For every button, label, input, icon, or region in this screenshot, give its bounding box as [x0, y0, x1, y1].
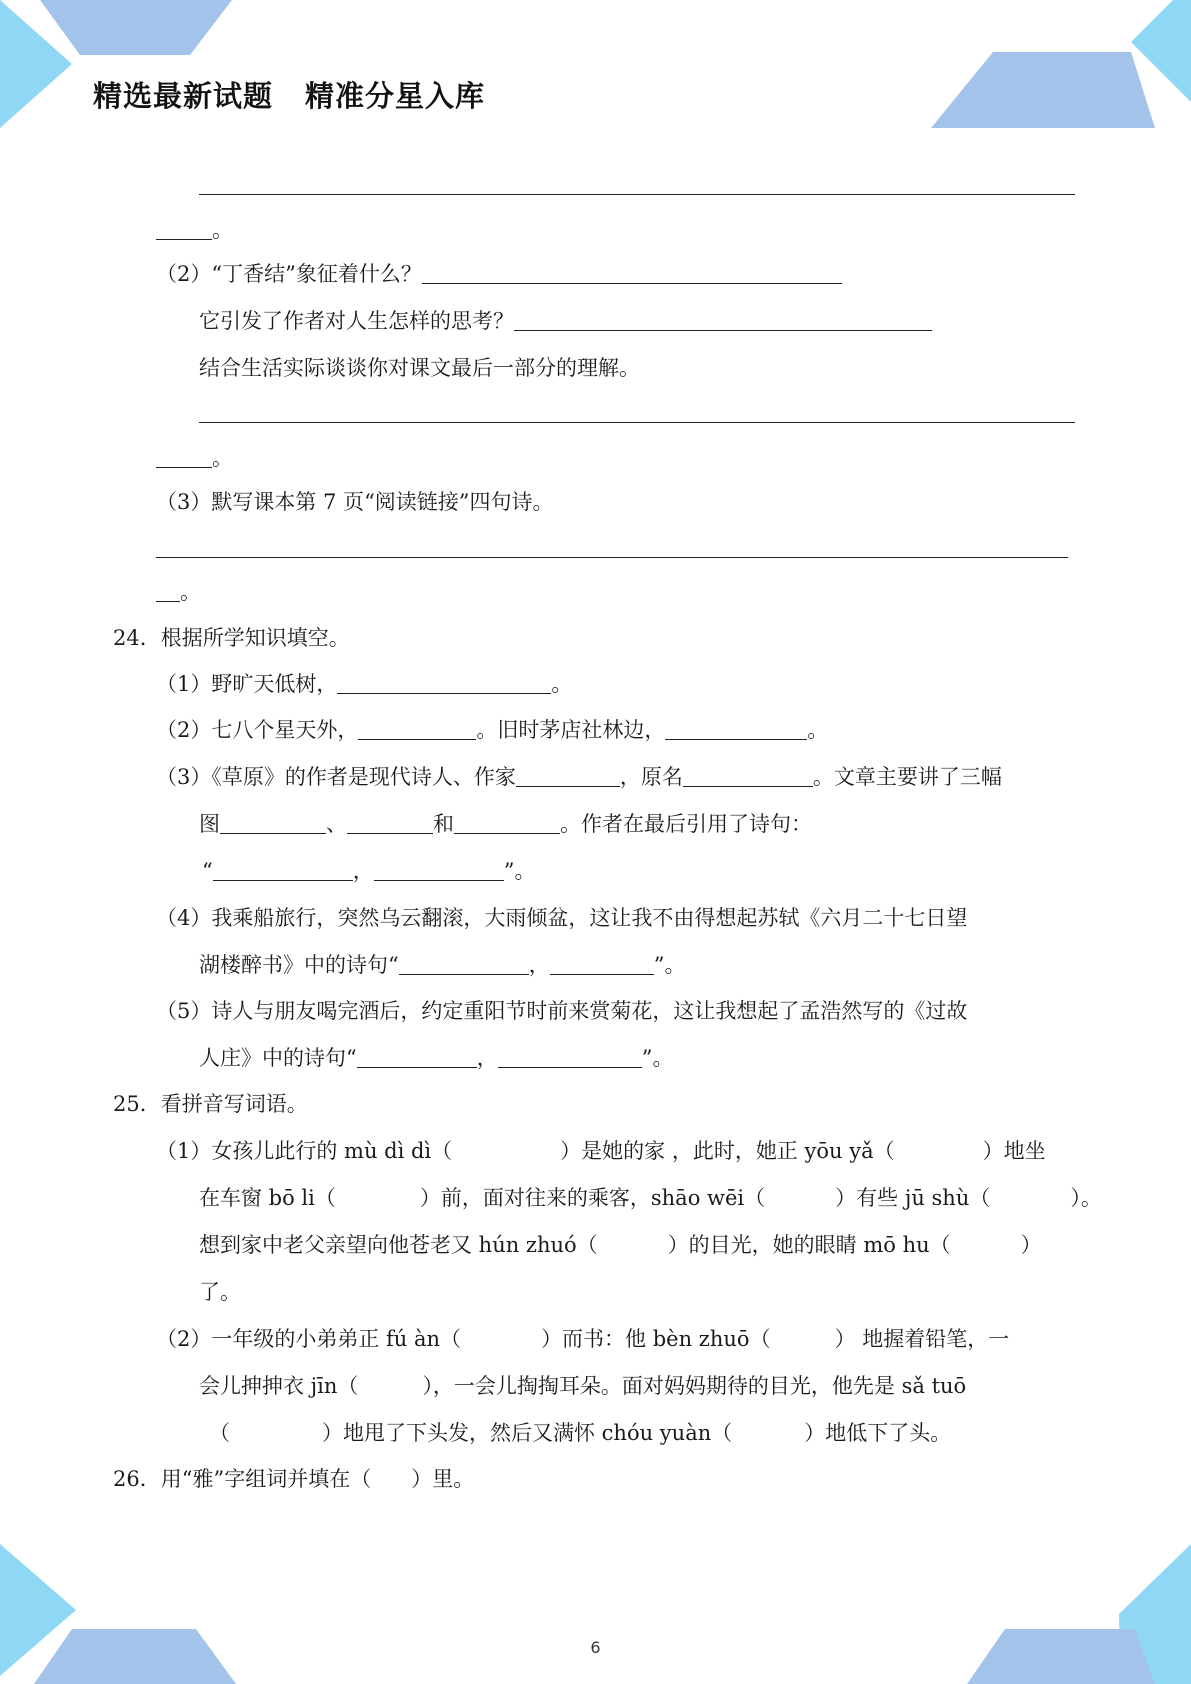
question-25-title: [113, 1090, 308, 1118]
answer-blank[interactable]: [337, 671, 551, 694]
question-line: [156, 578, 201, 606]
text: 湖楼醉书》中的诗句“: [199, 953, 399, 977]
question-24-part-2: [156, 716, 828, 744]
answer-blank[interactable]: [683, 764, 813, 787]
top-right-trapezoid: [931, 52, 1155, 128]
text: 25．看拼音写词语。: [113, 1092, 308, 1116]
text: 。: [551, 672, 573, 696]
answer-blank[interactable]: [213, 858, 353, 881]
question-24-part-1: [156, 670, 572, 698]
text: ） 地握着铅笔，一: [834, 1327, 1010, 1351]
answer-blank[interactable]: [665, 717, 807, 740]
text: 它引发了作者对人生怎样的思考？: [199, 309, 514, 333]
answer-blank[interactable]: [498, 1045, 642, 1068]
question-line: [199, 951, 686, 979]
text: 。: [180, 580, 201, 604]
text: ）里。: [411, 1467, 475, 1491]
text: ）地坐: [982, 1139, 1046, 1163]
text: 。旧时茅店社林边，: [476, 718, 666, 742]
question-26-title: [113, 1465, 474, 1493]
text: 24．根据所学知识填空。: [113, 626, 350, 650]
question-24-part-5: [156, 997, 967, 1025]
question-24-part-3: [156, 763, 1002, 791]
answer-blank[interactable]: [399, 952, 529, 975]
text: ）是她的家 ，此时，她正 yōu yǎ（: [560, 1139, 895, 1163]
header-title: [93, 74, 485, 115]
text: ），一会儿掏掏耳朵。面对妈妈期待的目光，他先是 sǎ tuō: [422, 1374, 967, 1398]
question-line: [199, 1372, 966, 1400]
text: ）的目光，她的眼睛 mō hu（: [667, 1233, 951, 1257]
answer-blank[interactable]: [156, 217, 212, 240]
text: ）有些 jū shù（: [835, 1186, 991, 1210]
question-line: [199, 1278, 241, 1306]
answer-blank[interactable]: [516, 764, 620, 787]
question-23-part-2: [156, 260, 842, 288]
text: 。: [212, 446, 233, 470]
question-line: [156, 216, 233, 244]
top-left-trapezoid: [40, 0, 232, 55]
text: 了。: [199, 1280, 241, 1304]
question-line: [199, 1231, 1042, 1259]
answer-blank[interactable]: [514, 308, 932, 331]
text: 和: [433, 812, 454, 836]
text: 26．用“雅”字组词并填在（: [113, 1467, 372, 1491]
corner-decoration-bottom-left: [0, 1544, 260, 1684]
header-right-title: 精准分星入库: [305, 79, 486, 113]
question-23-part-3: [156, 488, 554, 516]
corner-decoration-bottom-right: [931, 1544, 1191, 1684]
text: （2）“丁香结”象征着什么？: [156, 262, 422, 286]
text: ，: [476, 1046, 498, 1070]
answer-blank[interactable]: [374, 858, 504, 881]
text: ”。: [653, 953, 686, 977]
text: 会儿抻抻衣 jīn（: [199, 1374, 359, 1398]
text: 在车窗 bō li（: [199, 1186, 336, 1210]
question-24-title: [113, 624, 350, 652]
text: 。文章主要讲了三幅: [812, 765, 1002, 789]
text: （3）默写课本第 7 页“阅读链接”四句诗。: [156, 490, 554, 514]
question-line: [202, 857, 536, 885]
corner-decoration-top-right: [931, 0, 1191, 130]
text: ”。: [503, 859, 536, 883]
question-line: [199, 810, 812, 838]
text: （5）诗人与朋友喝完酒后，约定重阳节时前来赏菊花，这让我想起了孟浩然写的《过故: [156, 999, 968, 1023]
text: （1）女孩儿此行的 mù dì dì（: [156, 1139, 453, 1163]
text: ”。: [641, 1046, 674, 1070]
text: 图: [199, 812, 220, 836]
answer-blank[interactable]: [358, 717, 476, 740]
text: ）地低下了头。: [804, 1421, 952, 1445]
question-line: [199, 307, 932, 335]
question-line: [199, 1044, 674, 1072]
question-line: [199, 354, 640, 382]
text: ）前，面对往来的乘客，shāo wēi（: [419, 1186, 766, 1210]
text: ，: [352, 859, 374, 883]
answer-blank[interactable]: [454, 811, 560, 834]
answer-line: [199, 194, 1075, 195]
answer-blank[interactable]: [422, 261, 842, 284]
answer-blank[interactable]: [357, 1045, 477, 1068]
text: ）: [1020, 1233, 1042, 1257]
answer-blank[interactable]: [156, 579, 180, 602]
text: ）。: [1070, 1186, 1102, 1210]
text: （4）我乘船旅行，突然乌云翻滚，大雨倾盆，这让我不由得想起苏轼《六月二十七日望: [156, 906, 968, 930]
text: 结合生活实际谈谈你对课文最后一部分的理解。: [199, 356, 640, 380]
text: 、: [326, 812, 347, 836]
question-25-part-1: [156, 1137, 1046, 1165]
question-line: [209, 1419, 951, 1447]
text: （3）《草原》的作者是现代诗人、作家: [156, 765, 516, 789]
text: 想到家中老父亲望向他苍老又 hún zhuó（: [199, 1233, 598, 1257]
text: 人庄》中的诗句“: [199, 1046, 357, 1070]
text: ，原名: [619, 765, 683, 789]
answer-blank[interactable]: [220, 811, 326, 834]
answer-line: [156, 557, 1068, 558]
question-25-part-2: [156, 1325, 1009, 1353]
text: （1）野旷天低树，: [156, 672, 338, 696]
answer-blank[interactable]: [156, 445, 212, 468]
answer-blank[interactable]: [347, 811, 433, 834]
text: （2）一年级的小弟弟正 fú àn（: [156, 1327, 462, 1351]
answer-line: [199, 422, 1075, 423]
text: （2）七八个星天外，: [156, 718, 359, 742]
question-line: [199, 1184, 1102, 1212]
header-left-title: 精选最新试题: [93, 79, 274, 113]
text: ，: [528, 953, 550, 977]
text: ）地甩了下头发，然后又满怀 chóu yuàn（: [322, 1421, 733, 1445]
text: ）而书：他 bèn zhuō（: [541, 1327, 771, 1351]
answer-blank[interactable]: [550, 952, 654, 975]
text: （: [209, 1421, 230, 1445]
text: 。: [212, 218, 233, 242]
question-24-part-4: [156, 904, 967, 932]
text: 。作者在最后引用了诗句：: [560, 812, 812, 836]
text: 。: [807, 718, 829, 742]
question-line: [156, 444, 233, 472]
page-number: 6: [590, 1638, 601, 1657]
text: “: [202, 859, 213, 883]
